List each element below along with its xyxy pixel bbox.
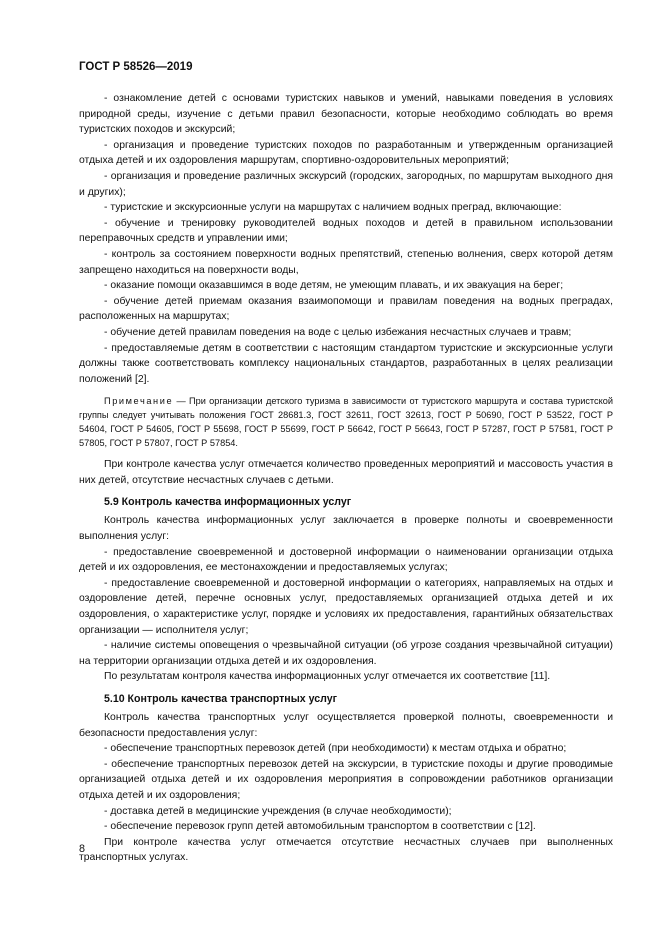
note-paragraph — [79, 394, 613, 450]
list-item: - доставка детей в медицинские учреждения (в случае необходимости); — [104, 805, 452, 817]
document-header: ГОСТ Р 58526—2019 — [79, 61, 193, 73]
list-item: - обучение детей правилам поведения на воде с целью избежания несчастных случаев и травм; — [104, 326, 572, 338]
section-heading-5-9: 5.9 Контроль качества информационных услуг — [104, 496, 352, 509]
list-item: - оказание помощи оказавшимся в воде детям, не умеющим плавать, и их эвакуация на берег; — [104, 280, 564, 292]
note-label: Примечание — [104, 396, 174, 407]
list-item: - обеспечение транспортных перевозок детей (при необходимости) к местам отдыха и обратно; — [104, 743, 567, 755]
list-item: - контроль за состоянием поверхности водных препятствий, степенью волнения, сверх которой детям запрещено находиться на поверхности воды, — [79, 248, 613, 276]
page-number: 8 — [79, 843, 86, 855]
section-heading-5-10: 5.10 Контроль качества транспортных услуг — [104, 693, 337, 705]
list-item: - организация и проведение различных экскурсий (городских, загородных, по маршрутам выходного дня и других); — [79, 170, 613, 198]
section-closing: По результатам контроля качества информационных услуг отмечается их соответствие [11]. — [104, 671, 551, 683]
section-closing: При контроле качества услуг отмечается отсутствие несчастных случаев при выполненных транспортных услугах. — [79, 836, 613, 864]
list-item: - предоставляемые детям в соответствии с настоящим стандартом туристские и экскурсионные услуги должны также соответствовать комплексу национальных стандартов, разработанных в целях реализации положений [2]. — [79, 342, 613, 385]
list-item: - ознакомление детей с основами туристских навыков и умений, навыками поведения в условиях природной среды, изучение с детьми правил безопасности, которые необходимо соблюдать во время туристских походов и экскурсий; — [79, 93, 613, 136]
list-item: - предоставление своевременной и достоверной информации о наименовании организации отдыха детей и их оздоровления, ее местонахождении и предоставляемых услугах; — [79, 546, 613, 574]
section-intro: Контроль качества информационных услуг заключается в проверке полноты и своевременности выполнения услуг: — [79, 515, 613, 543]
list-item: - предоставление своевременной и достоверной информации о категориях, направляемых на отдых и оздоровление детей, перечне основных услуг, предоставляемых организацией отдыха детей и их оздоровления, о характеристике услуг, порядке и условиях их предоставления, гарантийных обязательствах организации — исполнителя услуг; — [79, 577, 613, 636]
list-item: - организация и проведение туристских походов по разработанным и утвержденным организацией отдыха детей и их оздоровления маршрутам, спортивно-оздоровительных мероприятий; — [79, 139, 613, 167]
list-item: - наличие системы оповещения о чрезвычайной ситуации (об угрозе создания чрезвычайной ситуации) на территории организации отдыха детей и их оздоровления. — [79, 640, 613, 667]
list-item: - обучение и тренировку руководителей водных походов и детей в правильном использовании переправочных средств и управлении ими; — [79, 217, 613, 245]
note-text: — При организации детского туризма в зависимости от туристского маршрута и состава туристской группы следует учитывать положения ГОСТ 28681.3, ГОСТ 32611, ГОСТ 32613, ГОСТ Р 50690, ГОСТ Р 53522, ГОСТ Р 54604, ГОСТ Р 54605, ГОСТ Р 55698, ГОСТ Р 55699, ГОСТ Р 56642, ГОСТ Р 56643, ГОСТ Р 57287, ГОСТ Р 57581, ГОСТ Р 57805, ГОСТ Р 57807, ГОСТ Р 57854. — [79, 396, 613, 449]
list-item: - обучение детей приемам оказания взаимопомощи и правилам поведения на водных преградах, расположенных на маршрутах; — [79, 295, 613, 323]
list-item: - обеспечение перевозок групп детей автомобильным транспортом в соответствии с [12]. — [104, 821, 536, 833]
section-intro: Контроль качества транспортных услуг осуществляется проверкой полноты, своевременности и безопасности предоставления услуг: — [79, 712, 613, 739]
list-item: - туристские и экскурсионные услуги на маршрутах с наличием водных преград, включающие: — [104, 202, 562, 214]
section-closing: При контроле качества услуг отмечается количество проведенных мероприятий и массовость участия в них детей, отсутствие несчастных случаев с детьми. — [79, 459, 613, 486]
list-item: - обеспечение транспортных перевозок детей на экскурсии, в туристские походы и другие проводимые организацией отдыха детей и их оздоровления мероприятия в сопровождении работников организации отдыха детей и их оздоровления; — [79, 758, 613, 801]
page-content — [79, 91, 613, 866]
